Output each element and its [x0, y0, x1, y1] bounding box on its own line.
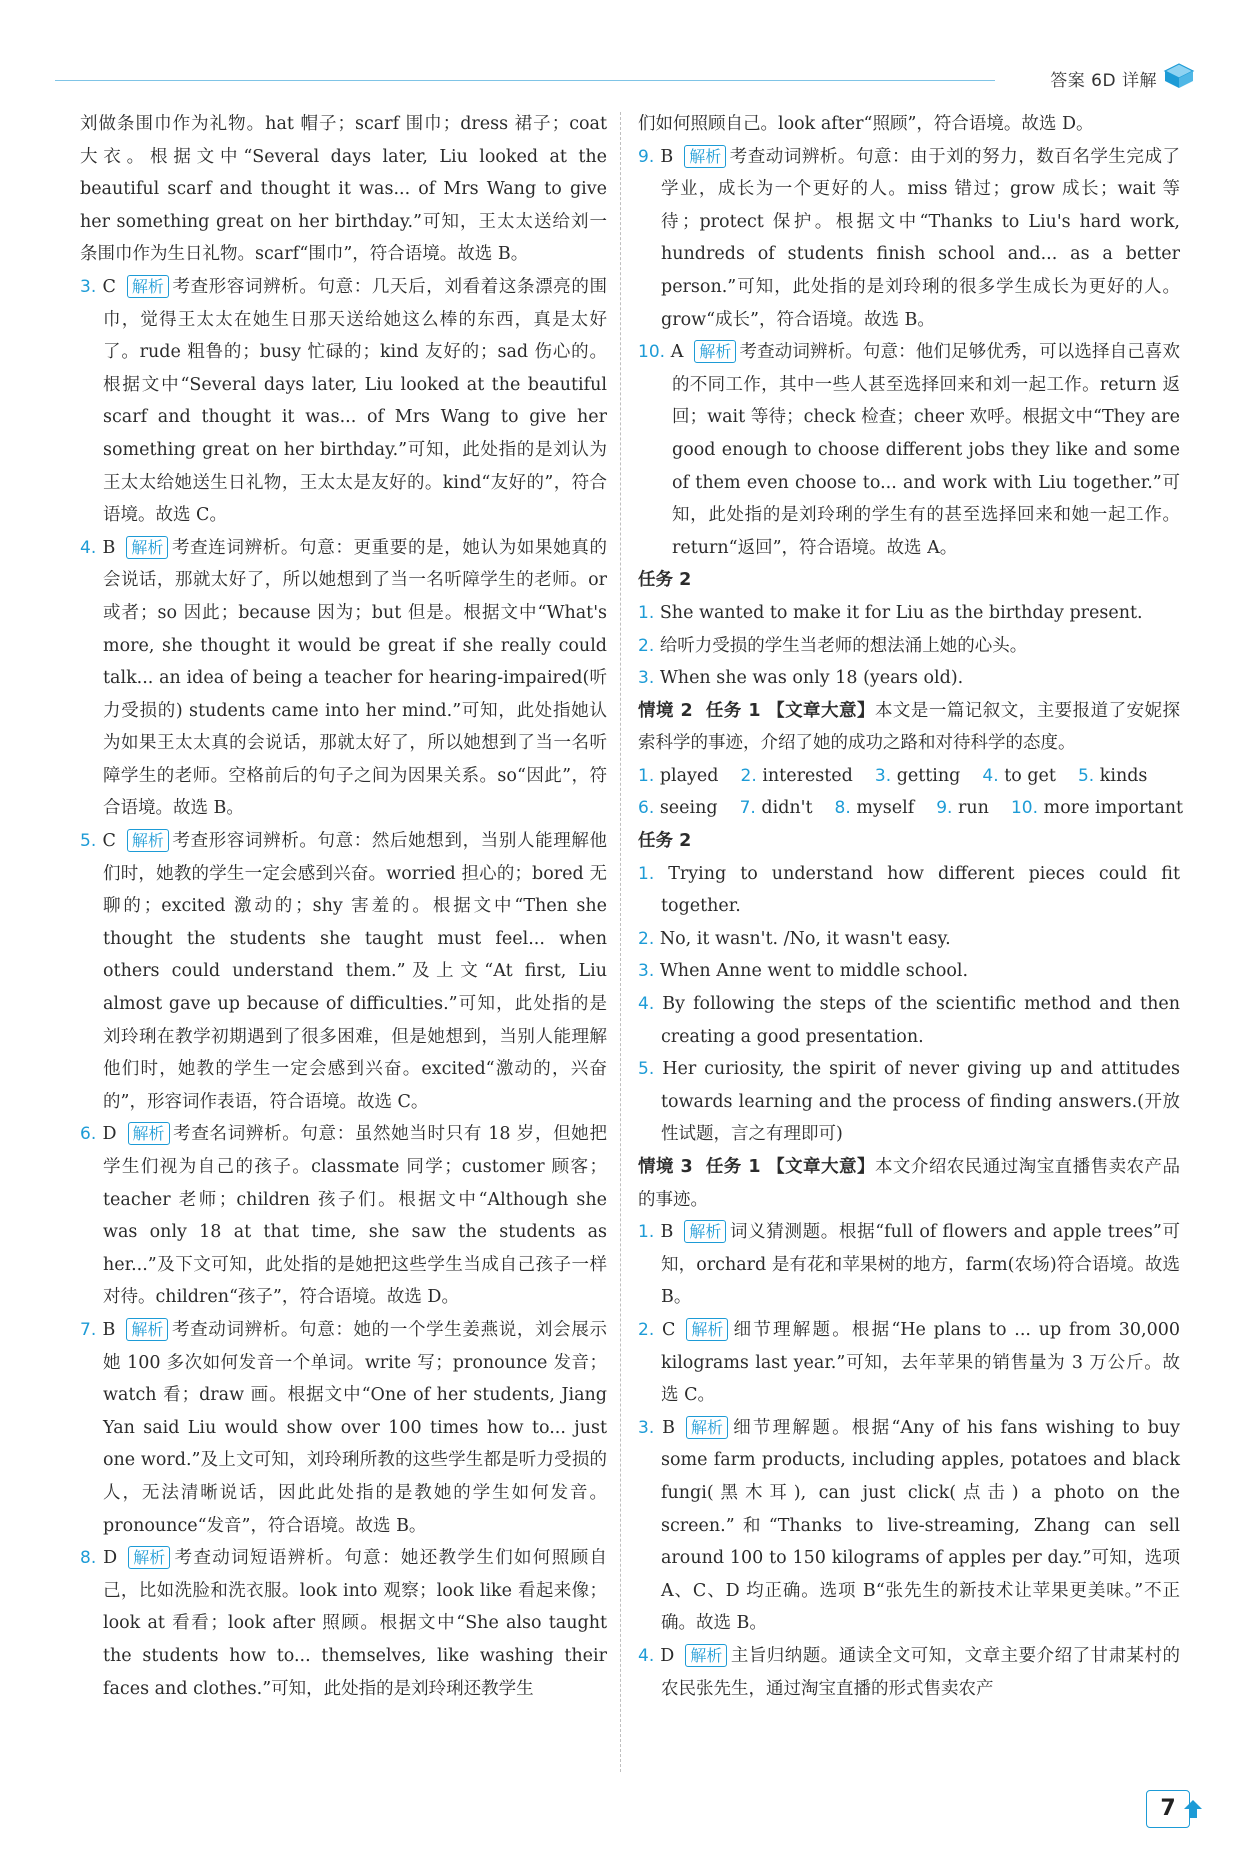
answer-item-10: 10. A 解析 考查动词辨析。句意：他们足够优秀，可以选择自己喜欢的不同工作，其中一些人甚至选择回来和刘一起工作。return 返回；wait 等待；check 检查；cheer 欢呼。根据文中“They are good enough to choose different jobs they like and some of them even choose to... and work with Liu together.”可知，此处指的是刘玲琍的学生有的甚至选择回来和她一起工作。return“返回”，符合语境。故选 A。 — [638, 342, 1180, 558]
sit3-item-1: 1. B 解析 词义猜测题。根据“full of flowers and apple trees”可知，orchard 是有花和苹果树的地方，farm(农场)符合语境。故选 B。 — [638, 1222, 1180, 1308]
header-rule — [55, 80, 995, 81]
fill-answer: 1. played — [638, 765, 719, 786]
answer-item-6: 6. D 解析 考查名词辨析。句意：虽然她当时只有 18 岁，但她把学生们视为自己的孩子。classmate 同学；customer 顾客；teacher 老师；children 孩子们。根据文中“Although she was only 18 at that time, she saw the students as her...”及下文可知，此处指的是她把这些学生当成自己孩子一样对待。children“孩子”，符合语境。故选 D。 — [80, 1124, 607, 1308]
answer-item-8: 8. D 解析 考查动词短语辨析。句意：她还教学生们如何照顾自己，比如洗脸和洗衣服。look into 观察；look like 看起来像；look at 看看；look after 照顾。根据文中“She also taught the students how to... themselves, like washing their faces and clothes.”可知，此处指的是刘玲琍还教学生 — [80, 1548, 607, 1699]
fill-row-2 — [638, 792, 1184, 825]
answer-item-9: 9. B 解析 考查动词辨析。句意：由于刘的努力，数百名学生完成了学业，成长为一个更好的人。miss 错过；grow 成长；wait 等待；protect 保护。根据文中“Thanks to Liu's hard work, hundreds of students finish school and... as a better person.”可知，此处指的是刘玲琍的很多学生成长为更好的人。grow“成长”，符合语境。故选 B。 — [638, 146, 1180, 330]
page-number: 7 — [1146, 1790, 1190, 1828]
analysis-tag: 解析 — [126, 1318, 168, 1341]
analysis-tag: 解析 — [127, 829, 169, 852]
fill-answer: 5. kinds — [1077, 765, 1148, 786]
fill-answer: 6. seeing — [638, 798, 718, 819]
analysis-tag: 解析 — [686, 1416, 728, 1439]
situation2-task2-heading: 任务 2 — [638, 831, 692, 852]
left-lead-text: 刘做条围巾作为礼物。hat 帽子；scarf 围巾；dress 裙子；coat 大衣。根据文中“Several days later, Liu looked at the beautiful scarf and thought it was... of Mrs Wang to give her something great on her birthday.”可知，王太太送给刘一条围巾作为生日礼物。scarf“围巾”，符合语境。故选 B。 — [80, 114, 607, 265]
answer-item-3: 3. C 解析 考查形容词辨析。句意：几天后，刘看着这条漂亮的围巾，觉得王太太在她生日那天送给她这么棒的东西，真是太好了。rude 粗鲁的；busy 忙碌的；kind 友好的；sad 伤心的。根据文中“Several days later, Liu looked at the beautiful scarf and thought it was... of Mrs Wang to give her something great on her birthday.”可知，此处指的是刘认为王太太给她送生日礼物，王太太是友好的。kind“友好的”，符合语境。故选 C。 — [80, 276, 607, 526]
fill-row-1 — [638, 760, 1180, 793]
task2-item-2: 2. 给听力受损的学生当老师的想法涌上她的心头。 — [638, 635, 1028, 656]
fill-answer: 8. myself — [834, 798, 915, 819]
sit3-item-3: 3. B 解析 细节理解题。根据“Any of his fans wishing to buy some farm products, including apples, potatoes and black fungi(黑木耳), can just click(点击) a photo on the screen.”和“Thanks to live-streaming, Zhang can sell around 100 to 150 kilograms of apples per day.”可知，选项 A、C、D 均正确。选项 B“张先生的新技术让苹果更美味。”不正确。故选 B。 — [638, 1417, 1180, 1634]
sit3-item-4: 4. D 解析 主旨归纳题。通读全文可知，文章主要介绍了甘肃某村的农民张先生，通过淘宝直播的形式售卖农产 — [638, 1645, 1180, 1699]
answer-item-7: 7. B 解析 考查动词辨析。句意：她的一个学生姜燕说，刘会展示她 100 多次如何发音一个单词。write 写；pronounce 发音；watch 看；draw 画。根据文中“One of her students, Jiang Yan said Liu would show over 100 times how to... just one word.”及上文可知，刘玲琍所教的这些学生都是听力受损的人，无法清晰说话，因此此处指的是教她的学生如何发音。pronounce“发音”，符合语境。故选 B。 — [80, 1319, 607, 1536]
analysis-tag: 解析 — [694, 340, 736, 363]
sit2-task2-item-4: 4. By following the steps of the scientific method and then creating a good presentation. — [638, 994, 1180, 1047]
analysis-tag: 解析 — [127, 275, 169, 298]
right-column — [638, 108, 1184, 1705]
task2-item-3: 3. When she was only 18 (years old). — [638, 668, 964, 689]
column-divider — [620, 112, 621, 1772]
book-gem-icon — [1163, 62, 1195, 90]
analysis-tag: 解析 — [685, 1644, 727, 1667]
right-lead-text: 们如何照顾自己。look after“照顾”，符合语境。故选 D。 — [638, 114, 1094, 134]
up-arrow-icon — [1182, 1798, 1204, 1820]
task2-heading: 任务 2 — [638, 570, 692, 591]
sit3-item-2: 2. C 解析 细节理解题。根据“He plans to ... up from 30,000 kilograms last year.”可知，去年苹果的销售量为 3 万公斤。故选 C。 — [638, 1319, 1180, 1406]
left-column — [80, 108, 607, 1705]
analysis-tag: 解析 — [126, 536, 168, 559]
situation3-heading: 情境 3 任务 1 【文章大意】本文介绍农民通过淘宝直播售卖农产品的事迹。 — [638, 1157, 1181, 1210]
fill-answer: 3. getting — [874, 765, 961, 786]
fill-answer: 2. interested — [740, 765, 853, 786]
sit2-task2-item-3: 3. When Anne went to middle school. — [638, 961, 969, 982]
analysis-tag: 解析 — [128, 1122, 170, 1145]
fill-answer: 4. to get — [982, 765, 1056, 786]
analysis-tag: 解析 — [684, 1220, 726, 1243]
analysis-tag: 解析 — [686, 1318, 728, 1341]
analysis-tag: 解析 — [128, 1546, 170, 1569]
task2-item-1: 1. She wanted to make it for Liu as the birthday present. — [638, 602, 1143, 623]
sit2-task2-item-5: 5. Her curiosity, the spirit of never giving up and attitudes towards learning and the process of finding answers.(开放性试题，言之有理即可) — [638, 1059, 1180, 1145]
sit2-task2-item-2: 2. No, it wasn't. /No, it wasn't easy. — [638, 928, 951, 949]
answer-item-5: 5. C 解析 考查形容词辨析。句意：然后她想到，当别人能理解他们时，她教的学生一定会感到兴奋。worried 担心的；bored 无聊的；excited 激动的；shy 害羞的。根据文中“Then she thought the students she taught must feel... when others could understand them.”及上文“At first, Liu almost gave up because of difficulties.”可知，此处指的是刘玲琍在教学初期遇到了很多困难，但是她想到，当别人能理解他们时，她教的学生一定会感到兴奋。excited“激动的，兴奋的”，形容词作表语，符合语境。故选 C。 — [80, 831, 607, 1112]
situation2-heading: 情境 2 任务 1 【文章大意】本文是一篇记叙文，主要报道了安妮探索科学的事迹，介绍了她的成功之路和对待科学的态度。 — [638, 700, 1181, 754]
page-header — [55, 62, 1205, 92]
sit2-task2-item-1: 1. Trying to understand how different pieces could fit together. — [638, 863, 1180, 917]
answer-item-4: 4. B 解析 考查连词辨析。句意：更重要的是，她认为如果她真的会说话，那就太好了，所以她想到了当一名听障学生的老师。or 或者；so 因此；because 因为；but 但是。根据文中“What's more, she thought it would be great if she really could talk... an idea of being a teacher for hearing-impaired(听力受损的) students came into her mind.”可知，此处指她认为如果王太太真的会说话，那就太好了，所以她想到了当一名听障学生的老师。空格前后的句子之间为因果关系。so“因此”，符合语境。故选 B。 — [80, 537, 607, 819]
fill-answer: 7. didn't — [739, 798, 813, 819]
fill-answer: 10. more important — [1010, 798, 1184, 819]
header-label: 答案 6D 详解 — [1050, 71, 1157, 91]
analysis-tag: 解析 — [684, 145, 726, 168]
fill-answer: 9. run — [936, 798, 989, 819]
